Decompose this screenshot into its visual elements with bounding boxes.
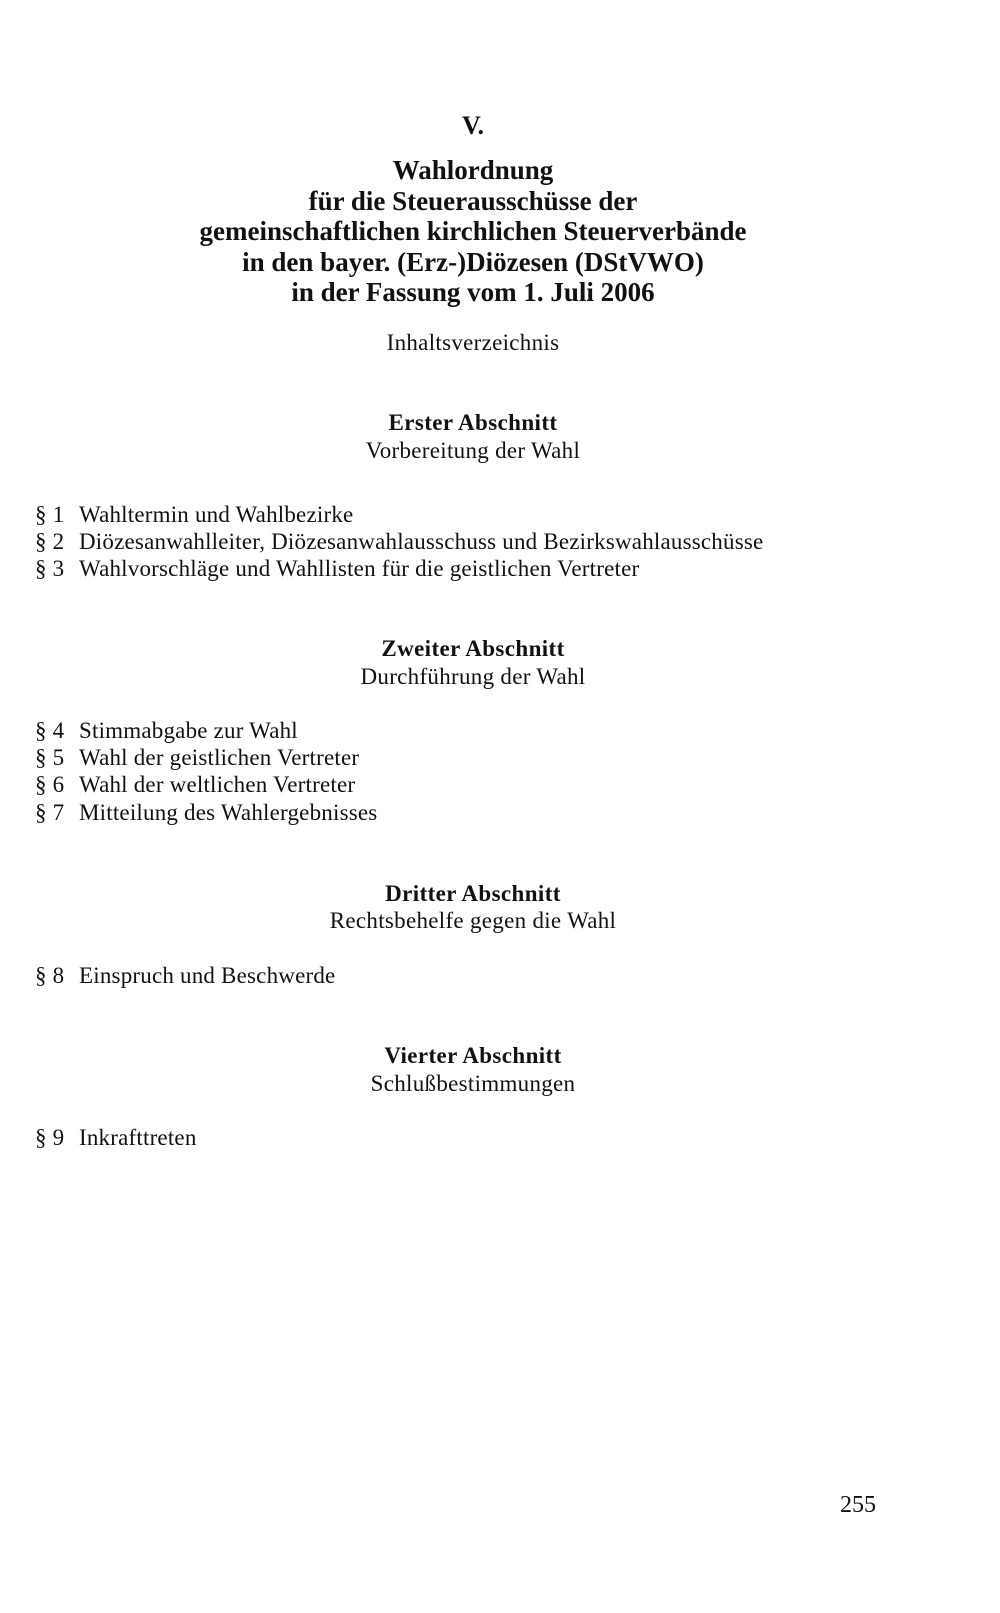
- paragraph-number: § 3: [35, 556, 65, 581]
- toc-entry: [35, 745, 359, 771]
- paragraph-number: § 7: [35, 800, 65, 825]
- toc-entry: [35, 502, 353, 528]
- paragraph-number: § 6: [35, 772, 65, 797]
- page-number: 255: [840, 1492, 876, 1518]
- entry-text: Stimmabgabe zur Wahl: [79, 718, 298, 743]
- section-heading: Dritter Abschnitt: [385, 881, 561, 906]
- section-subheading: Vorbereitung der Wahl: [365, 438, 581, 463]
- section-subheading: Rechtsbehelfe gegen die Wahl: [329, 908, 617, 933]
- section-subheading: Schlußbestimmungen: [370, 1071, 576, 1096]
- document-title: [0, 155, 946, 308]
- entry-text: Diözesanwahlleiter, Diözesanwahlausschuss und Bezirkswahlausschüsse: [79, 529, 764, 554]
- toc-entry: [35, 556, 639, 582]
- section-subheading: Durchführung der Wahl: [360, 664, 586, 689]
- paragraph-number: § 9: [35, 1125, 65, 1150]
- toc-entry: [35, 718, 298, 744]
- entry-text: Inkrafttreten: [79, 1125, 197, 1150]
- title-line: für die Steuerausschüsse der: [308, 185, 638, 216]
- toc-entry: [35, 529, 763, 555]
- paragraph-number: § 5: [35, 745, 65, 770]
- paragraph-number: § 8: [35, 963, 65, 988]
- section-heading: Zweiter Abschnitt: [381, 636, 565, 661]
- toc-entry: [35, 1125, 197, 1151]
- section-heading: Erster Abschnitt: [388, 410, 558, 435]
- entry-text: Einspruch und Beschwerde: [79, 963, 336, 988]
- paragraph-number: § 1: [35, 502, 65, 527]
- title-line: Wahlordnung: [392, 155, 554, 185]
- entry-text: Wahl der weltlichen Vertreter: [79, 772, 356, 797]
- entry-text: Wahl der geistlichen Vertreter: [79, 745, 360, 770]
- entry-text: Mitteilung des Wahlergebnisses: [79, 800, 378, 825]
- toc-heading: Inhaltsverzeichnis: [386, 330, 560, 355]
- title-line: gemeinschaftlichen kirchlichen Steuerverbände: [199, 216, 747, 246]
- section-heading: Vierter Abschnitt: [384, 1043, 562, 1068]
- title-line: in den bayer. (Erz-)Diözesen (DStVWO): [242, 246, 704, 277]
- title-line: in der Fassung vom 1. Juli 2006: [291, 277, 655, 307]
- toc-entry: [35, 800, 377, 826]
- toc-entry: [35, 963, 335, 989]
- paragraph-number: § 4: [35, 718, 65, 743]
- toc-entry: [35, 772, 355, 798]
- paragraph-number: § 2: [35, 529, 65, 554]
- entry-text: Wahltermin und Wahlbezirke: [79, 502, 354, 527]
- chapter-numeral: V.: [462, 111, 484, 140]
- entry-text: Wahlvorschläge und Wahllisten für die geistlichen Vertreter: [79, 556, 640, 581]
